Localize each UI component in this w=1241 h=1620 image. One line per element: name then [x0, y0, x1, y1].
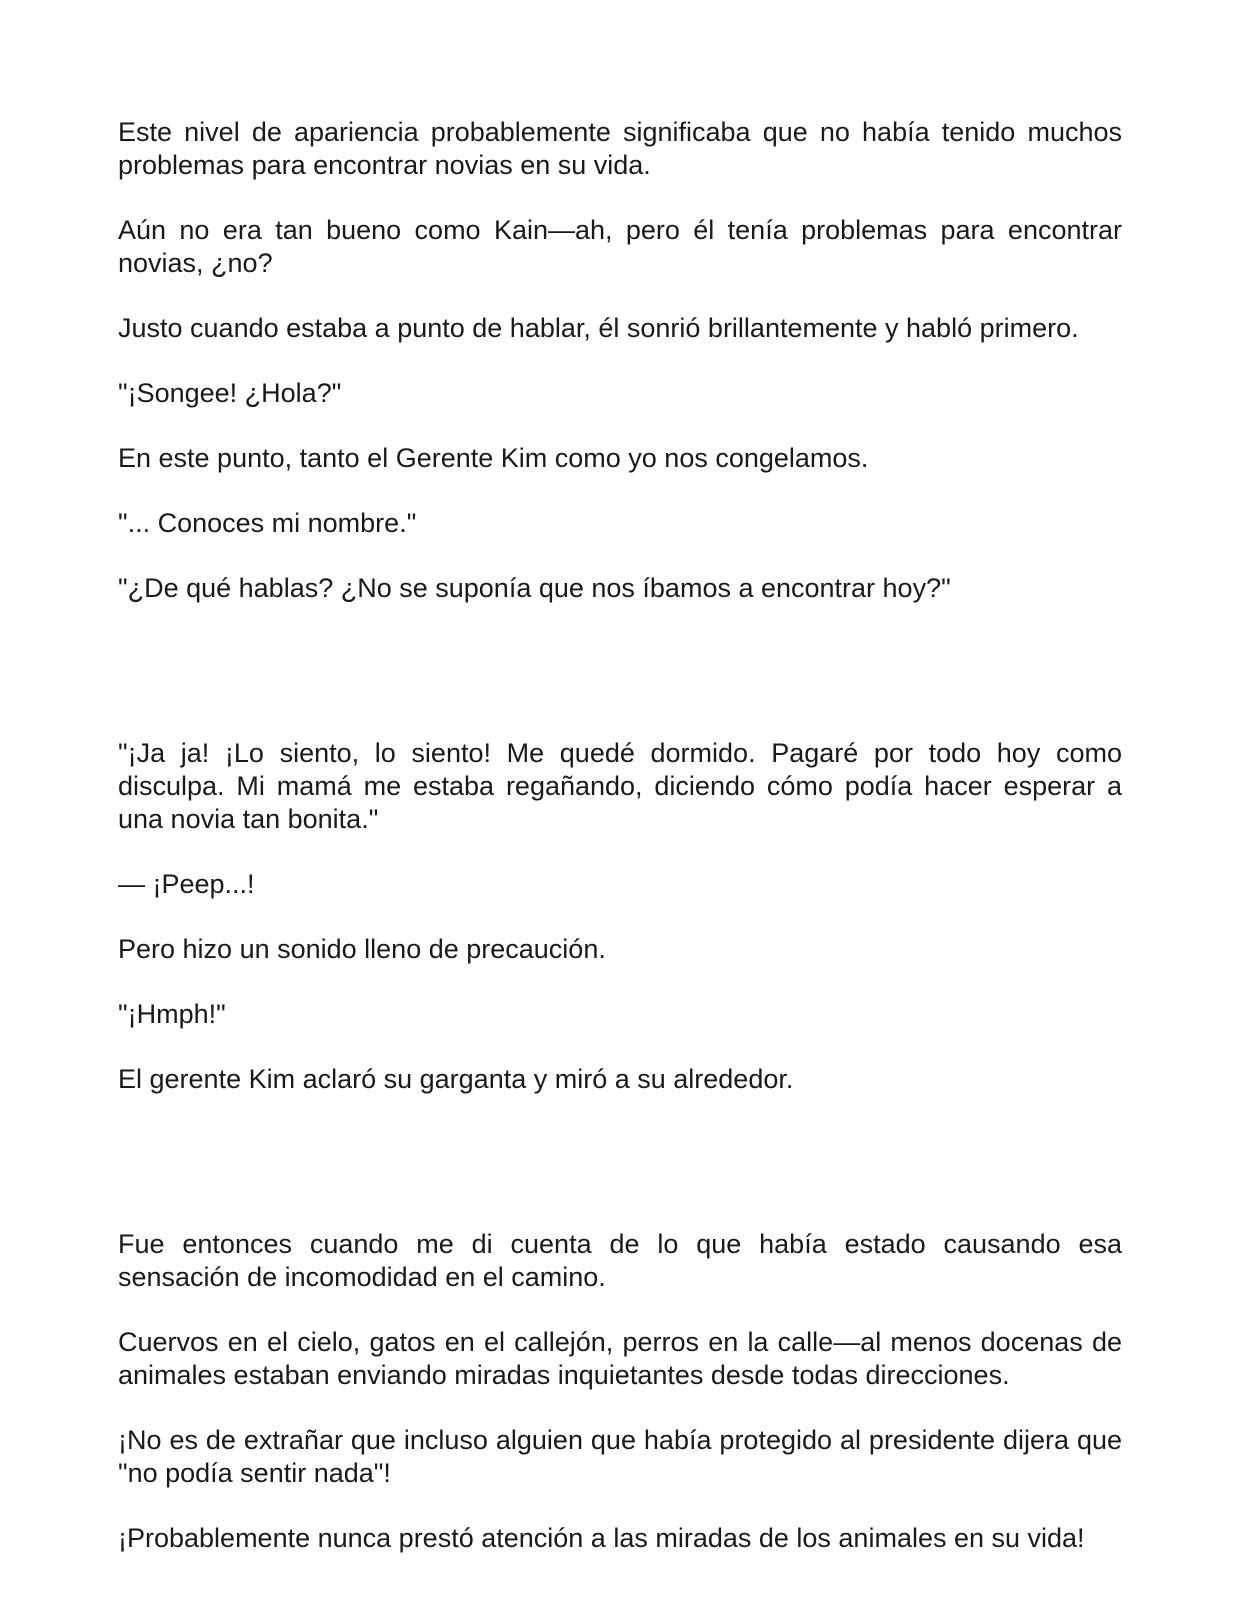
paragraph-6: "... Conoces mi nombre."	[118, 508, 417, 538]
paragraph-15: ¡No es de extrañar que incluso alguien que había protegido al presidente dijera que "no podía sentir nada"!	[118, 1425, 1122, 1488]
paragraph-12: El gerente Kim aclaró su garganta y miró a su alrededor.	[118, 1064, 794, 1094]
paragraph-14: Cuervos en el cielo, gatos en el callejón, perros en la calle—al menos docenas de animales estaban enviando miradas inquietantes desde todas direcciones.	[118, 1327, 1122, 1390]
paragraph-16: ¡Probablemente nunca prestó atención a las miradas de los animales en su vida!	[118, 1523, 1085, 1553]
paragraph-3: Justo cuando estaba a punto de hablar, él sonrió brillantemente y habló primero.	[118, 313, 1079, 343]
paragraph-10: Pero hizo un sonido lleno de precaución.	[118, 934, 606, 964]
paragraph-8: "¡Ja ja! ¡Lo siento, lo siento! Me quedé dormido. Pagaré por todo hoy como disculpa. Mi mamá me estaba regañando, diciendo cómo podía hacer esperar a una novia tan bonita."	[118, 738, 1122, 834]
paragraph-2: Aún no era tan bueno como Kain—ah, pero él tenía problemas para encontrar novias, ¿no?	[118, 215, 1122, 278]
section-gap-1	[118, 637, 1122, 737]
paragraph-13: Fue entonces cuando me di cuenta de lo que había estado causando esa sensación de incomodidad en el camino.	[118, 1229, 1122, 1292]
paragraph-4: "¡Songee! ¿Hola?"	[118, 378, 342, 408]
section-gap-2	[118, 1128, 1122, 1228]
paragraph-9: — ¡Peep...!	[118, 869, 255, 899]
paragraph-7: "¿De qué hablas? ¿No se suponía que nos íbamos a encontrar hoy?"	[118, 573, 951, 603]
paragraph-5: En este punto, tanto el Gerente Kim como yo nos congelamos.	[118, 443, 869, 473]
paragraph-1: Este nivel de apariencia probablemente significaba que no había tenido muchos problemas para encontrar novias en su vida.	[118, 117, 1122, 180]
document-page	[118, 116, 1122, 1587]
paragraph-11: "¡Hmph!"	[118, 999, 226, 1029]
